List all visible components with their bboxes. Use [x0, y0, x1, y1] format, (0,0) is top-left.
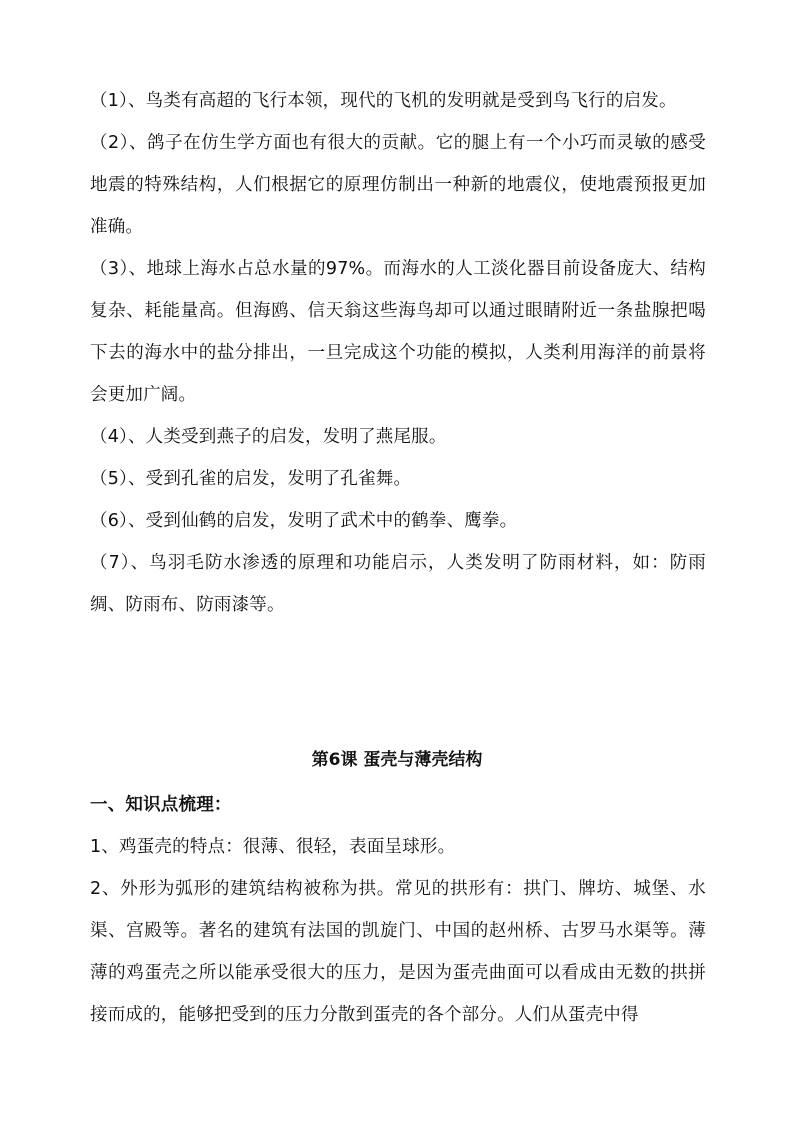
lesson-content [90, 784, 706, 1036]
list-item: （6）、受到仙鹤的启发，发明了武术中的鹤拳、鹰拳。 [90, 511, 518, 531]
list-item: （1）、鸟类有高超的飞行本领，现代的飞机的发明就是受到鸟飞行的启发。 [90, 91, 677, 111]
list-item: （7）、鸟羽毛防水渗透的原理和功能启示，人类发明了防雨材料，如：防雨绸、防雨布、防雨漆等。 [90, 553, 706, 615]
list-item: （4）、人类受到燕子的启发，发明了燕尾服。 [90, 427, 447, 447]
list-item: （2）、鸽子在仿生学方面也有很大的贡献。它的腿上有一个小巧而灵敏的感受地震的特殊结构，人们根据它的原理仿制出一种新的地震仪，使地震预报更加准确。 [90, 133, 706, 237]
knowledge-point: 1、鸡蛋壳的特点：很薄、很轻，表面呈球形。 [90, 837, 456, 857]
knowledge-point: 2、外形为弧形的建筑结构被称为拱。常见的拱形有：拱门、牌坊、城堡、水渠、宫殿等。著名的建筑有法国的凯旋门、中国的赵州桥、古罗马水渠等。薄薄的鸡蛋壳之所以能承受很大的压力，是因为蛋壳曲面可以看成由无数的拱拼接而成的，能够把受到的压力分散到蛋壳的各个部分。人们从蛋壳中得 [90, 879, 706, 1025]
lesson-title: 第6课 蛋壳与薄壳结构 [311, 750, 483, 770]
bird-inspiration-list [90, 80, 706, 626]
list-item: （5）、受到孔雀的启发，发明了孔雀舞。 [90, 469, 412, 489]
section-heading: 一、知识点梳理： [90, 795, 232, 815]
list-item: （3）、地球上海水占总水量的97%。而海水的人工淡化器目前设备庞大、结构复杂、耗能量高。但海鸥、信天翁这些海鸟却可以通过眼睛附近一条盐腺把喝下去的海水中的盐分排出，一旦完成这个功能的模拟，人类利用海洋的前景将会更加广阔。 [90, 259, 706, 405]
